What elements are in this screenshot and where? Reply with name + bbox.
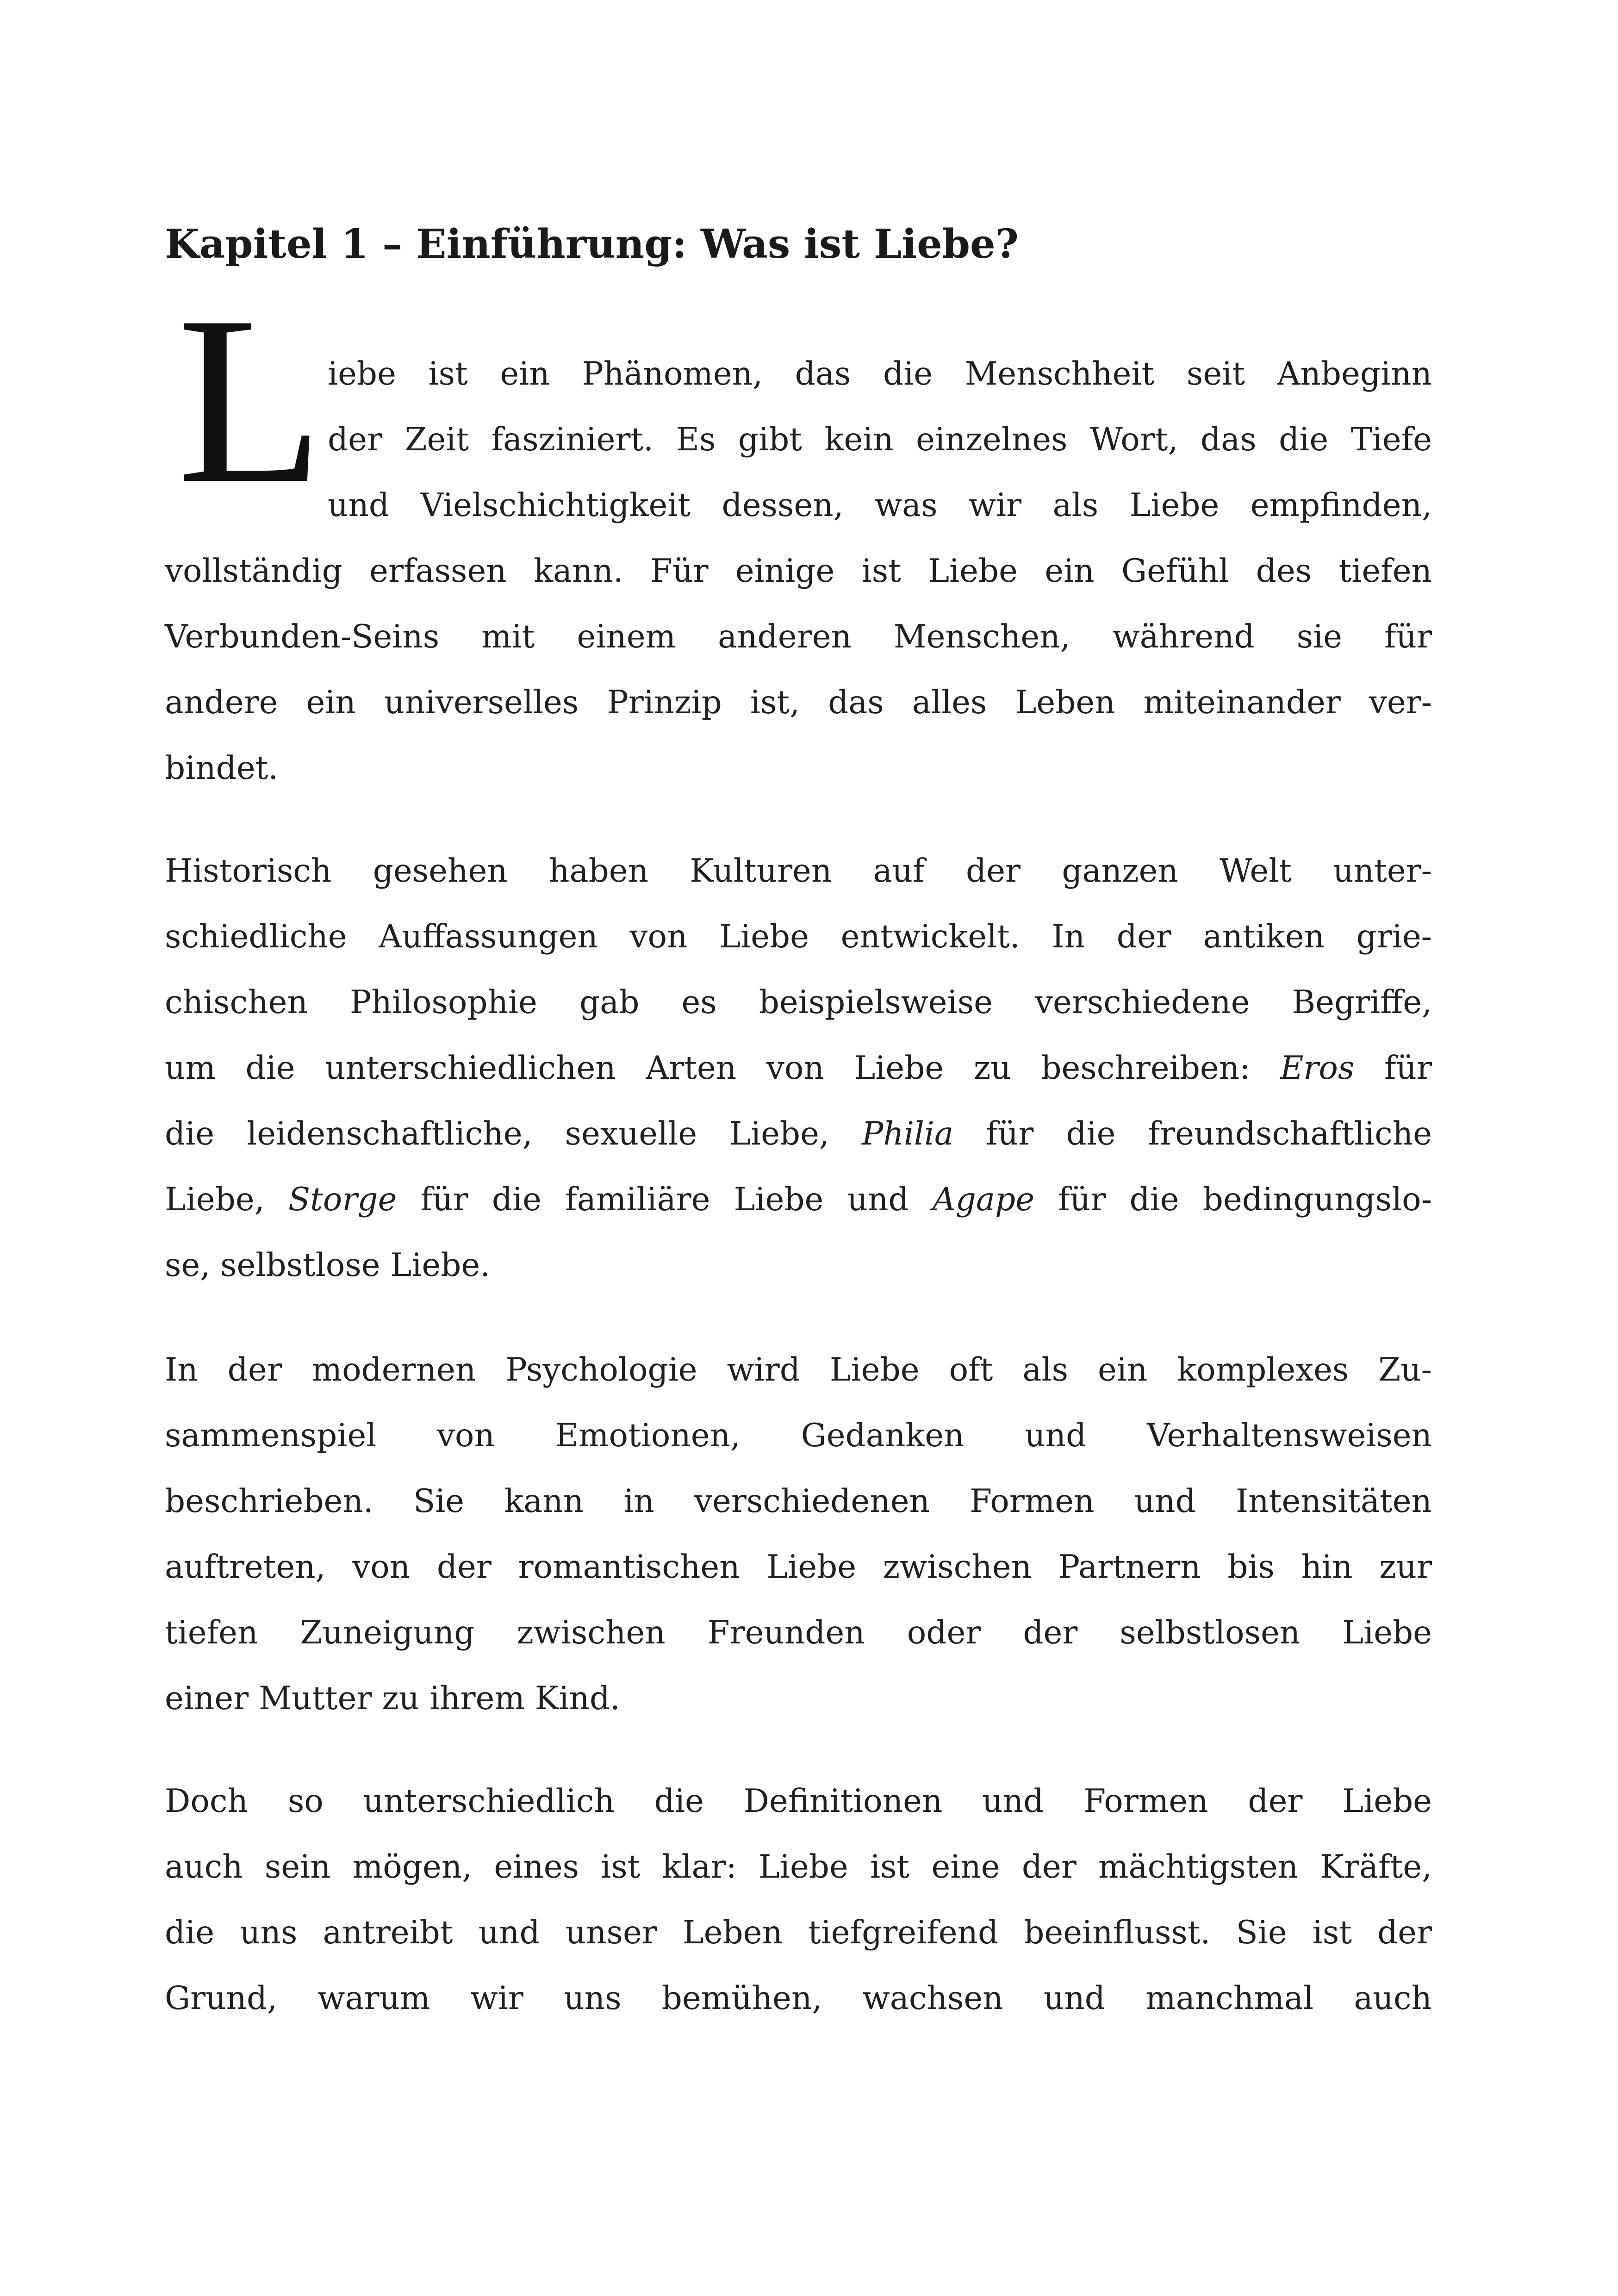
text-line: In der modernen Psychologie wird Liebe oft als ein komplexes Zu-	[165, 1351, 1432, 1388]
text-line: beschrieben. Sie kann in verschiedenen Formen und Intensitäten	[165, 1483, 1432, 1520]
text-line: um die unterschiedlichen Arten von Liebe zu beschreiben: Eros für	[165, 1050, 1432, 1087]
text-line: sammenspiel von Emotionen, Gedanken und Verhaltensweisen	[165, 1417, 1432, 1454]
italic-term: Storge	[288, 1181, 397, 1218]
italic-term: Eros	[1280, 1050, 1355, 1087]
text-line: tiefen Zuneigung zwischen Freunden oder der selbstlosen Liebe	[165, 1614, 1432, 1651]
italic-term: Agape	[932, 1181, 1035, 1218]
text-line: und Vielschichtigkeit dessen, was wir als Liebe empfinden,	[328, 487, 1432, 524]
chapter-heading: Kapitel 1 – Einführung: Was ist Liebe?	[165, 221, 1019, 268]
text-line: einer Mutter zu ihrem Kind.	[165, 1680, 620, 1717]
text-line: schiedliche Auffassungen von Liebe entwickelt. In der antiken grie-	[165, 918, 1432, 955]
text-line: auch sein mögen, eines ist klar: Liebe ist eine der mächtigsten Kräfte,	[165, 1848, 1432, 1885]
text-line: der Zeit fasziniert. Es gibt kein einzelnes Wort, das die Tiefe	[328, 421, 1432, 458]
text-line: se, selbstlose Liebe.	[165, 1247, 491, 1284]
text-line: Liebe, Storge für die familiäre Liebe und Agape für die bedingungslo-	[165, 1181, 1432, 1218]
text-line: Doch so unterschiedlich die Definitionen und Formen der Liebe	[165, 1783, 1432, 1820]
text-line: die uns antreibt und unser Leben tiefgreifend beeinflusst. Sie ist der	[165, 1914, 1432, 1951]
text-line: Grund, warum wir uns bemühen, wachsen und manchmal auch	[165, 1980, 1432, 2017]
text-line: bindet.	[165, 750, 279, 787]
text-line: andere ein universelles Prinzip ist, das alles Leben miteinander ver-	[165, 684, 1432, 721]
text-line: die leidenschaftliche, sexuelle Liebe, Philia für die freundschaftliche	[165, 1115, 1432, 1152]
text-line: auftreten, von der romantischen Liebe zwischen Partnern bis hin zur	[165, 1549, 1432, 1586]
text-line: chischen Philosophie gab es beispielsweise verschiedene Begriffe,	[165, 984, 1432, 1021]
drop-cap: L	[177, 267, 324, 533]
text-line: iebe ist ein Phänomen, das die Menschheit seit Anbeginn	[328, 355, 1432, 392]
text-line: Historisch gesehen haben Kulturen auf der ganzen Welt unter-	[165, 852, 1432, 890]
italic-term: Philia	[861, 1115, 954, 1152]
text-line: vollständig erfassen kann. Für einige ist Liebe ein Gefühl des tiefen	[165, 553, 1432, 590]
text-line: Verbunden-Seins mit einem anderen Menschen, während sie für	[165, 618, 1432, 655]
